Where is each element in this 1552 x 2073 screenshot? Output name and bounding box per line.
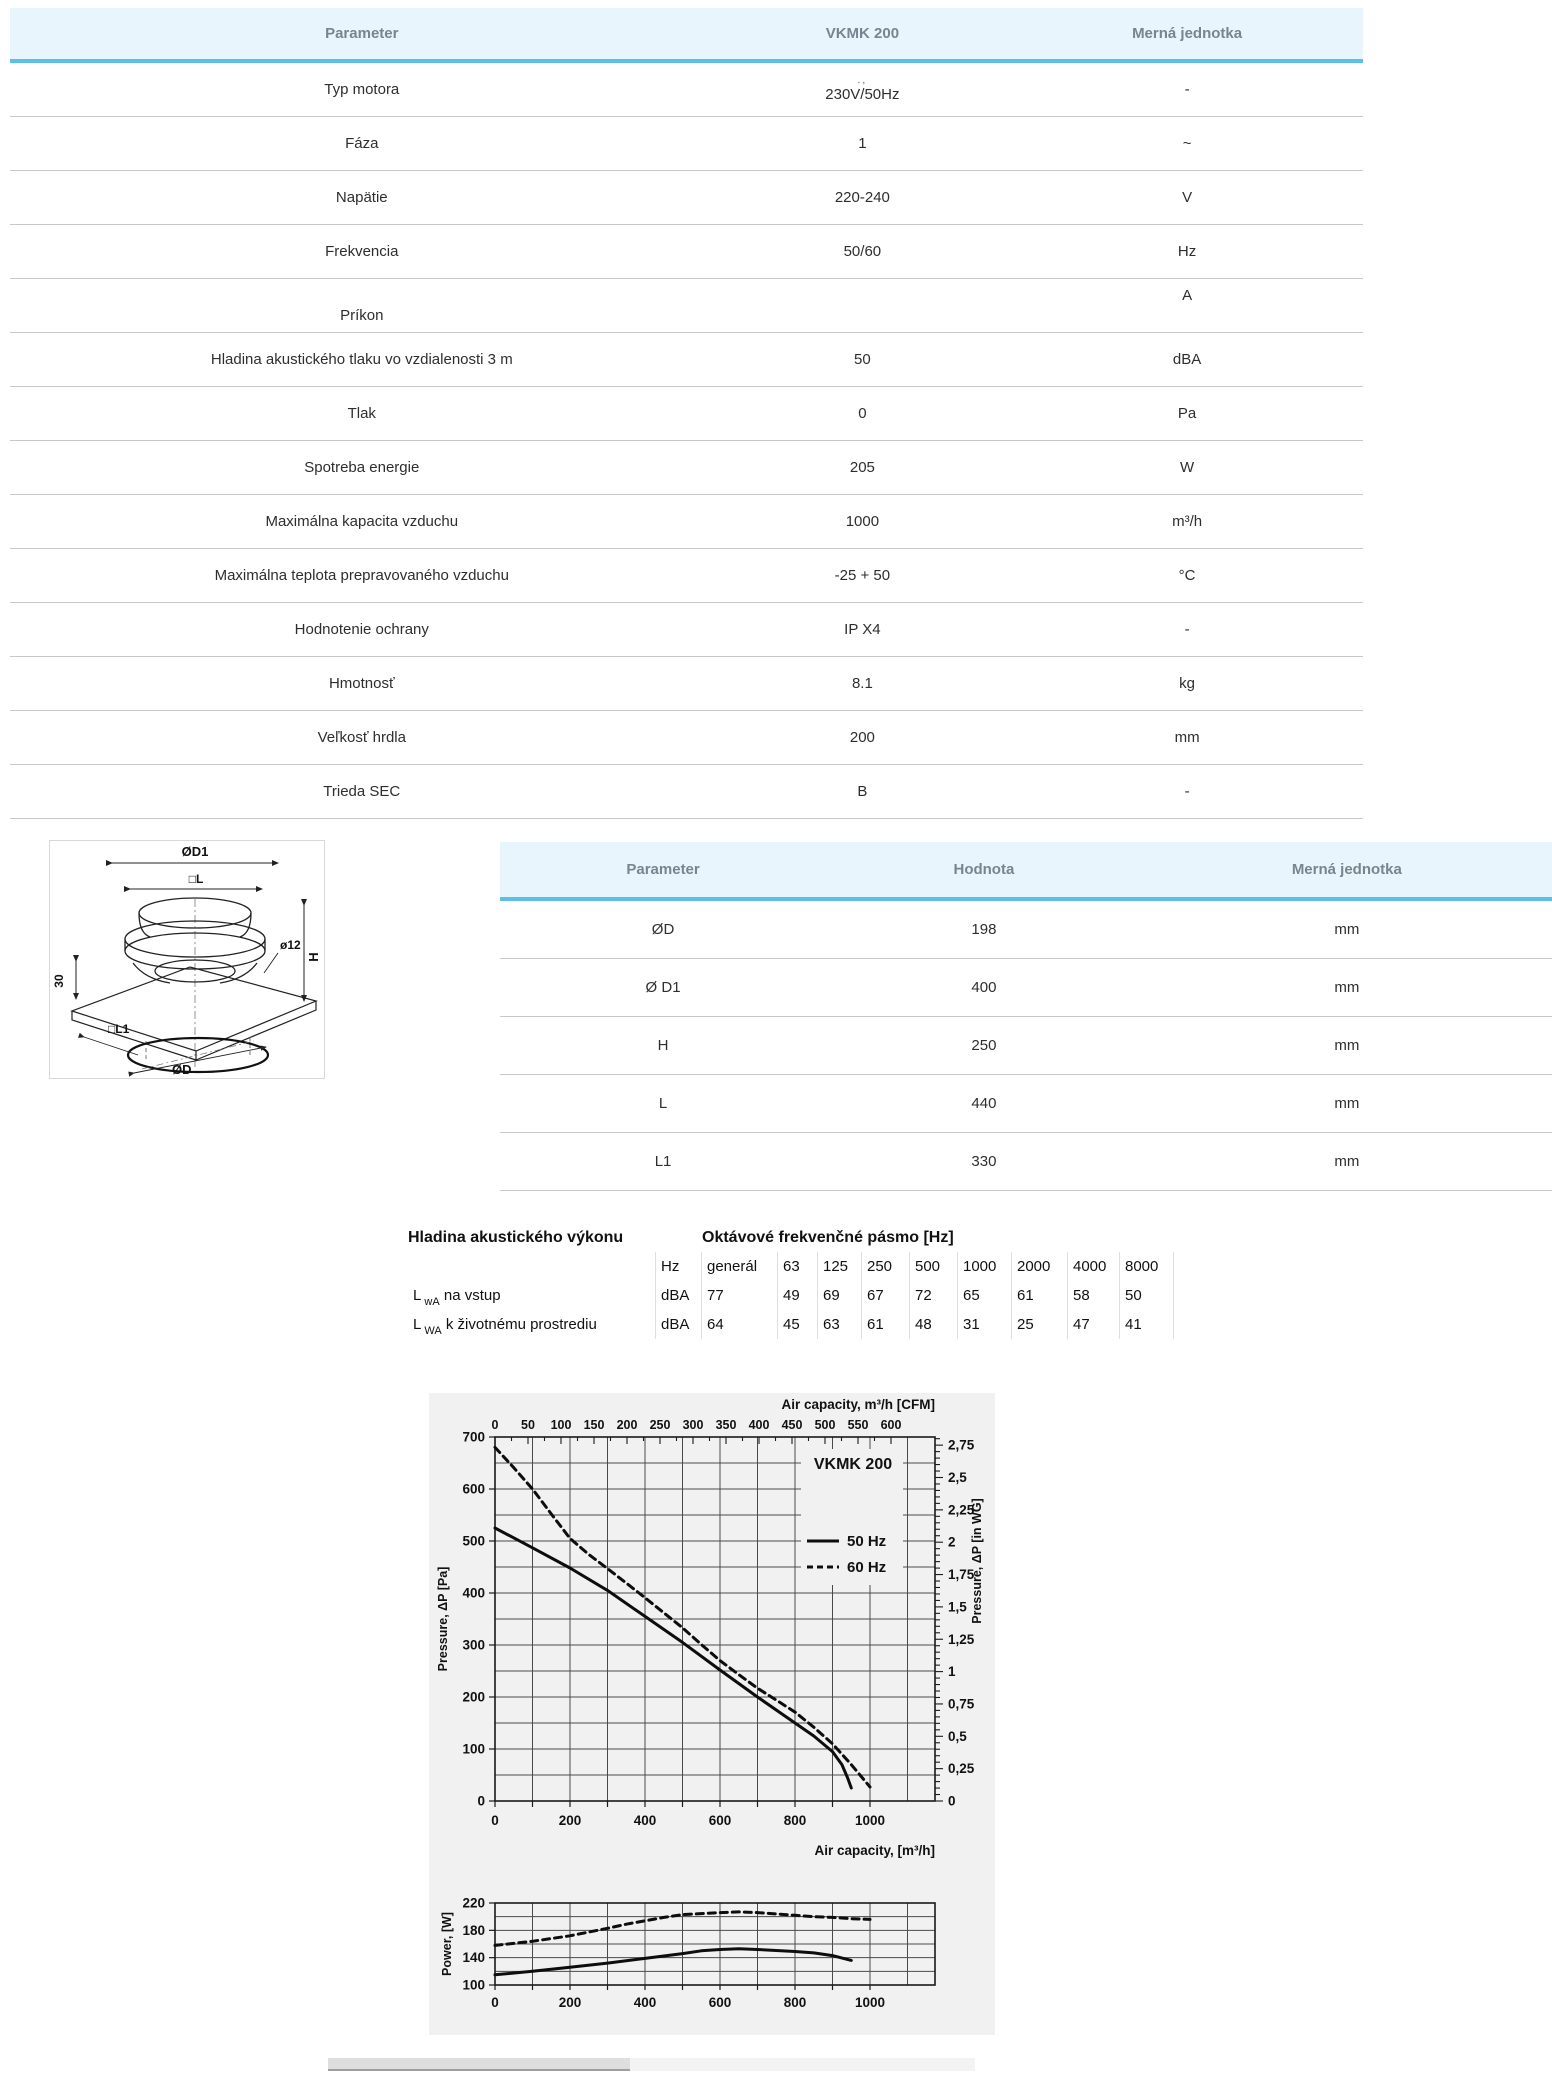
- spec-param-label: Napätie: [335, 189, 388, 206]
- spec-unit: mm: [1174, 729, 1200, 746]
- spec-row: [10, 711, 1363, 765]
- chart-text: 600: [708, 1995, 732, 2010]
- acoustic-value: 45: [778, 1310, 818, 1339]
- acoustic-table: [408, 1224, 1198, 1339]
- dims-param-label: H: [657, 1037, 669, 1054]
- chart-text: 550: [847, 1418, 869, 1432]
- dimension-diagram: [49, 840, 325, 1079]
- chart-text: 400: [748, 1418, 770, 1432]
- chart-text: 0,75: [948, 1696, 975, 1712]
- dims-unit: mm: [1334, 1037, 1360, 1054]
- dims-row: [500, 1075, 1552, 1133]
- dim-label-o12: ø12: [280, 938, 301, 952]
- chart-text: 100: [462, 1741, 485, 1757]
- chart-text: 2,25: [948, 1502, 975, 1518]
- spec-value: 1: [858, 135, 867, 152]
- chart-text: 100: [462, 1977, 485, 1993]
- spec-row: [10, 441, 1363, 495]
- dims-row: [500, 1017, 1552, 1075]
- acoustic-value: 72: [910, 1281, 958, 1310]
- chart-text: 600: [462, 1481, 485, 1497]
- chart-text: 0: [491, 1418, 499, 1432]
- acoustic-value: 31: [958, 1310, 1012, 1339]
- spec-unit: Hz: [1177, 243, 1197, 260]
- dims-unit: mm: [1334, 979, 1360, 996]
- spec-row: [10, 765, 1363, 819]
- acoustic-value: 41: [1120, 1310, 1174, 1339]
- spec-value: B: [857, 783, 868, 800]
- spec-param-label: Typ motora: [324, 81, 400, 98]
- dims-header-value: Hodnota: [953, 861, 1015, 878]
- acoustic-titles: [408, 1224, 1198, 1252]
- spec-unit: W: [1180, 459, 1195, 476]
- fan-performance-chart: [429, 1393, 995, 2035]
- spec-value: 0: [858, 405, 867, 422]
- chart-text: 0: [491, 1995, 499, 2010]
- spec-unit: -: [1184, 783, 1190, 800]
- spec-value: 8.1: [851, 675, 873, 692]
- acoustic-value: 50: [1120, 1281, 1174, 1310]
- spec-unit: kg: [1179, 675, 1195, 692]
- chart-text: 1: [948, 1664, 956, 1680]
- chart-text: 50 Hz: [847, 1533, 887, 1550]
- dimension-drawing-svg: [50, 841, 324, 1078]
- dims-param-label: L: [658, 1095, 668, 1112]
- chart-text: 0: [948, 1793, 956, 1809]
- acoustic-row-unit: dBA: [656, 1281, 702, 1310]
- dim-label-h: H: [306, 952, 321, 962]
- dim-label-d1: ØD1: [181, 844, 209, 859]
- chart-text: 1000: [854, 1995, 886, 2010]
- callout-line-o12: [264, 953, 278, 973]
- chart-text: 250: [649, 1418, 671, 1432]
- dims-unit: mm: [1334, 921, 1360, 938]
- spec-param-label: Hmotnosť: [328, 675, 395, 692]
- chart-text: 50: [521, 1418, 535, 1432]
- acoustic-value: 69: [818, 1281, 862, 1310]
- chart-text: 600: [880, 1418, 902, 1432]
- acoustic-col-header: 250: [862, 1252, 910, 1281]
- chart-text: Air capacity, [m³/h]: [814, 1843, 935, 1858]
- horizontal-scrollbar[interactable]: [328, 2058, 975, 2071]
- acoustic-value: 63: [818, 1310, 862, 1339]
- spec-header-parameter: Parameter: [325, 25, 399, 42]
- dims-value: 440: [971, 1095, 997, 1112]
- acoustic-title-band: Oktávové frekvenčné pásmo [Hz]: [702, 1229, 954, 1246]
- chart-text: 1,75: [948, 1567, 975, 1583]
- spec-row: [10, 279, 1363, 333]
- spec-value: 205: [849, 459, 875, 476]
- dim-line-d: [134, 1047, 266, 1073]
- chart-text: 300: [462, 1637, 485, 1653]
- spec-unit: dBA: [1172, 351, 1202, 368]
- spec-table: [10, 8, 1363, 819]
- spec-value: 50/60: [843, 243, 882, 260]
- chart-text: 0: [491, 1813, 499, 1828]
- acoustic-value: 77: [702, 1281, 778, 1310]
- spec-row: [10, 657, 1363, 711]
- chart-text: 450: [781, 1418, 803, 1432]
- acoustic-col-header: 500: [910, 1252, 958, 1281]
- acoustic-row-label: L $_{WA}$ k životnému prostrediu: [408, 1310, 656, 1339]
- spec-unit: Pa: [1177, 405, 1197, 422]
- chart-text: 0,25: [948, 1761, 975, 1777]
- acoustic-value: 48: [910, 1310, 958, 1339]
- spec-param-label: Frekvencia: [325, 243, 399, 260]
- chart-text: 600: [708, 1813, 732, 1828]
- spec-value: [714, 76, 1012, 103]
- spec-value: IP X4: [844, 621, 881, 638]
- acoustic-col-header: generál: [702, 1252, 778, 1281]
- acoustic-value: 25: [1012, 1310, 1068, 1339]
- chart-text: 500: [462, 1533, 485, 1549]
- duct-centerline: [142, 1041, 254, 1069]
- spec-value: 1000: [845, 513, 880, 530]
- spec-row: [10, 117, 1363, 171]
- chart-text: 0: [477, 1793, 485, 1809]
- acoustic-title-power: Hladina akustického výkonu: [408, 1229, 624, 1246]
- acoustic-col-header: Hz: [656, 1252, 702, 1281]
- spec-unit: -: [1184, 81, 1190, 98]
- acoustic-value: 49: [778, 1281, 818, 1310]
- acoustic-value: 47: [1068, 1310, 1120, 1339]
- chart-text: 150: [583, 1418, 605, 1432]
- chart-text: 2,5: [948, 1470, 967, 1485]
- spec-param-label: Spotreba energie: [304, 459, 420, 476]
- spec-value: -25 + 50: [834, 567, 891, 584]
- dims-value: 250: [971, 1037, 997, 1054]
- chart-text: 400: [633, 1813, 657, 1828]
- acoustic-col-header: 1000: [958, 1252, 1012, 1281]
- scrollbar-thumb[interactable]: [328, 2058, 630, 2071]
- spec-value: 50: [854, 351, 871, 368]
- spec-unit: °C: [1178, 567, 1196, 584]
- spec-header-unit: Merná jednotka: [1132, 25, 1243, 42]
- spec-param-label: Maximálna teplota prepravovaného vzduchu: [214, 567, 509, 584]
- dim-label-d: ØD: [172, 1062, 192, 1077]
- acoustic-col-header: 8000: [1120, 1252, 1174, 1281]
- chart-text: 180: [462, 1922, 485, 1938]
- acoustic-col-header: 4000: [1068, 1252, 1120, 1281]
- chart-text: 1,5: [948, 1599, 967, 1615]
- spec-param-label: Trieda SEC: [323, 783, 401, 800]
- spec-row: [10, 549, 1363, 603]
- dims-value: 330: [971, 1153, 997, 1170]
- acoustic-value: 65: [958, 1281, 1012, 1310]
- chart-text: 60 Hz: [847, 1559, 887, 1576]
- chart-text: 200: [462, 1689, 485, 1705]
- dim-label-l: □L: [188, 872, 204, 886]
- spec-row: [10, 225, 1363, 279]
- spec-param-label: Hladina akustického tlaku vo vzdialenosti 3 m: [210, 351, 513, 368]
- chart-text: 0,5: [948, 1728, 967, 1744]
- chart-text: 700: [462, 1429, 485, 1445]
- dims-param-label: ØD: [651, 921, 675, 938]
- chart-text: 100: [550, 1418, 572, 1432]
- dims-value: 400: [971, 979, 997, 996]
- dims-row: [500, 1133, 1552, 1191]
- dims-row: [500, 959, 1552, 1017]
- dims-header-unit: Merná jednotka: [1291, 861, 1402, 878]
- chart-text: 200: [558, 1813, 582, 1828]
- acoustic-header-spacer: [408, 1252, 656, 1281]
- spec-param-label: Hodnotenie ochrany: [294, 621, 429, 638]
- spec-param-label: Maximálna kapacita vzduchu: [265, 513, 459, 530]
- spec-row: [10, 171, 1363, 225]
- chart-text: 800: [783, 1995, 807, 2010]
- chart-text: 400: [633, 1995, 657, 2010]
- spec-param-label: Tlak: [347, 405, 376, 422]
- acoustic-col-header: 125: [818, 1252, 862, 1281]
- spec-table-header: [10, 8, 1363, 63]
- spec-value: [714, 279, 1012, 332]
- dims-header-parameter: Parameter: [626, 861, 700, 878]
- dims-param-label: Ø D1: [645, 979, 681, 996]
- chart-text: Air capacity, m³/h [CFM]: [781, 1397, 935, 1412]
- spec-unit: V: [1182, 189, 1193, 206]
- chart-text: 2: [948, 1534, 956, 1550]
- chart-text: 350: [715, 1418, 737, 1432]
- spec-unit: ~: [1182, 135, 1192, 152]
- acoustic-col-header: 63: [778, 1252, 818, 1281]
- chart-text: 1,25: [948, 1631, 975, 1647]
- spec-unit: A: [1182, 287, 1193, 304]
- spec-value: 200: [849, 729, 875, 746]
- spec-row: [10, 333, 1363, 387]
- dimensions-table-header: [500, 842, 1552, 901]
- chart-text: 220: [462, 1895, 485, 1911]
- acoustic-value: 67: [862, 1281, 910, 1310]
- acoustic-value: 61: [1012, 1281, 1068, 1310]
- spec-header-model: VKMK 200: [825, 25, 900, 42]
- dim-label-l1: □L1: [108, 1022, 130, 1036]
- spec-row: [10, 495, 1363, 549]
- spec-param-label: Fáza: [345, 135, 379, 152]
- spec-value: 220-240: [834, 189, 890, 206]
- spec-value-main: 230V/50Hz: [825, 86, 900, 103]
- spec-row: [10, 387, 1363, 441]
- dims-unit: mm: [1334, 1153, 1360, 1170]
- spec-unit: m³/h: [1172, 513, 1203, 530]
- chart-text: 1000: [854, 1813, 886, 1828]
- acoustic-value: 64: [702, 1310, 778, 1339]
- chart-text: 2,75: [948, 1437, 975, 1453]
- dims-param-label: L1: [654, 1153, 672, 1170]
- chart-text: Pressure, ΔP [in WG]: [970, 1498, 984, 1624]
- chart-text: 800: [783, 1813, 807, 1828]
- dims-row: [500, 901, 1552, 959]
- dimensions-table: [500, 842, 1552, 1191]
- spec-row: [10, 63, 1363, 117]
- spec-value-note: .,: [857, 75, 868, 86]
- chart-text: Power, [W]: [440, 1912, 454, 1976]
- spec-row: [10, 603, 1363, 657]
- acoustic-row-unit: dBA: [656, 1310, 702, 1339]
- chart-text: 400: [462, 1585, 485, 1601]
- chart-text: 300: [682, 1418, 704, 1432]
- chart-text: VKMK 200: [813, 1456, 893, 1473]
- spec-table-body: [10, 63, 1363, 819]
- acoustic-row-label: L $_{wA}$ na vstup: [408, 1281, 656, 1310]
- mounting-plate: [72, 967, 316, 1060]
- chart-text: 200: [616, 1418, 638, 1432]
- dims-value: 198: [971, 921, 997, 938]
- chart-text: 500: [814, 1418, 836, 1432]
- dim-label-30: 30: [52, 974, 66, 988]
- dims-unit: mm: [1334, 1095, 1360, 1112]
- acoustic-value: 58: [1068, 1281, 1120, 1310]
- acoustic-value: 61: [862, 1310, 910, 1339]
- chart-text: 140: [462, 1950, 485, 1966]
- spec-param-label: Príkon: [340, 307, 384, 324]
- acoustic-col-header: 2000: [1012, 1252, 1068, 1281]
- chart-text: Pressure, ΔP [Pa]: [436, 1566, 450, 1672]
- dimensions-table-body: [500, 901, 1552, 1191]
- dim-line-l1: [84, 1037, 138, 1055]
- fan-curves-svg: [429, 1393, 995, 2035]
- acoustic-grid: [408, 1252, 1198, 1339]
- spec-param-label: Veľkosť hrdla: [317, 729, 406, 746]
- chart-text: 200: [558, 1995, 582, 2010]
- spec-unit: -: [1184, 621, 1190, 638]
